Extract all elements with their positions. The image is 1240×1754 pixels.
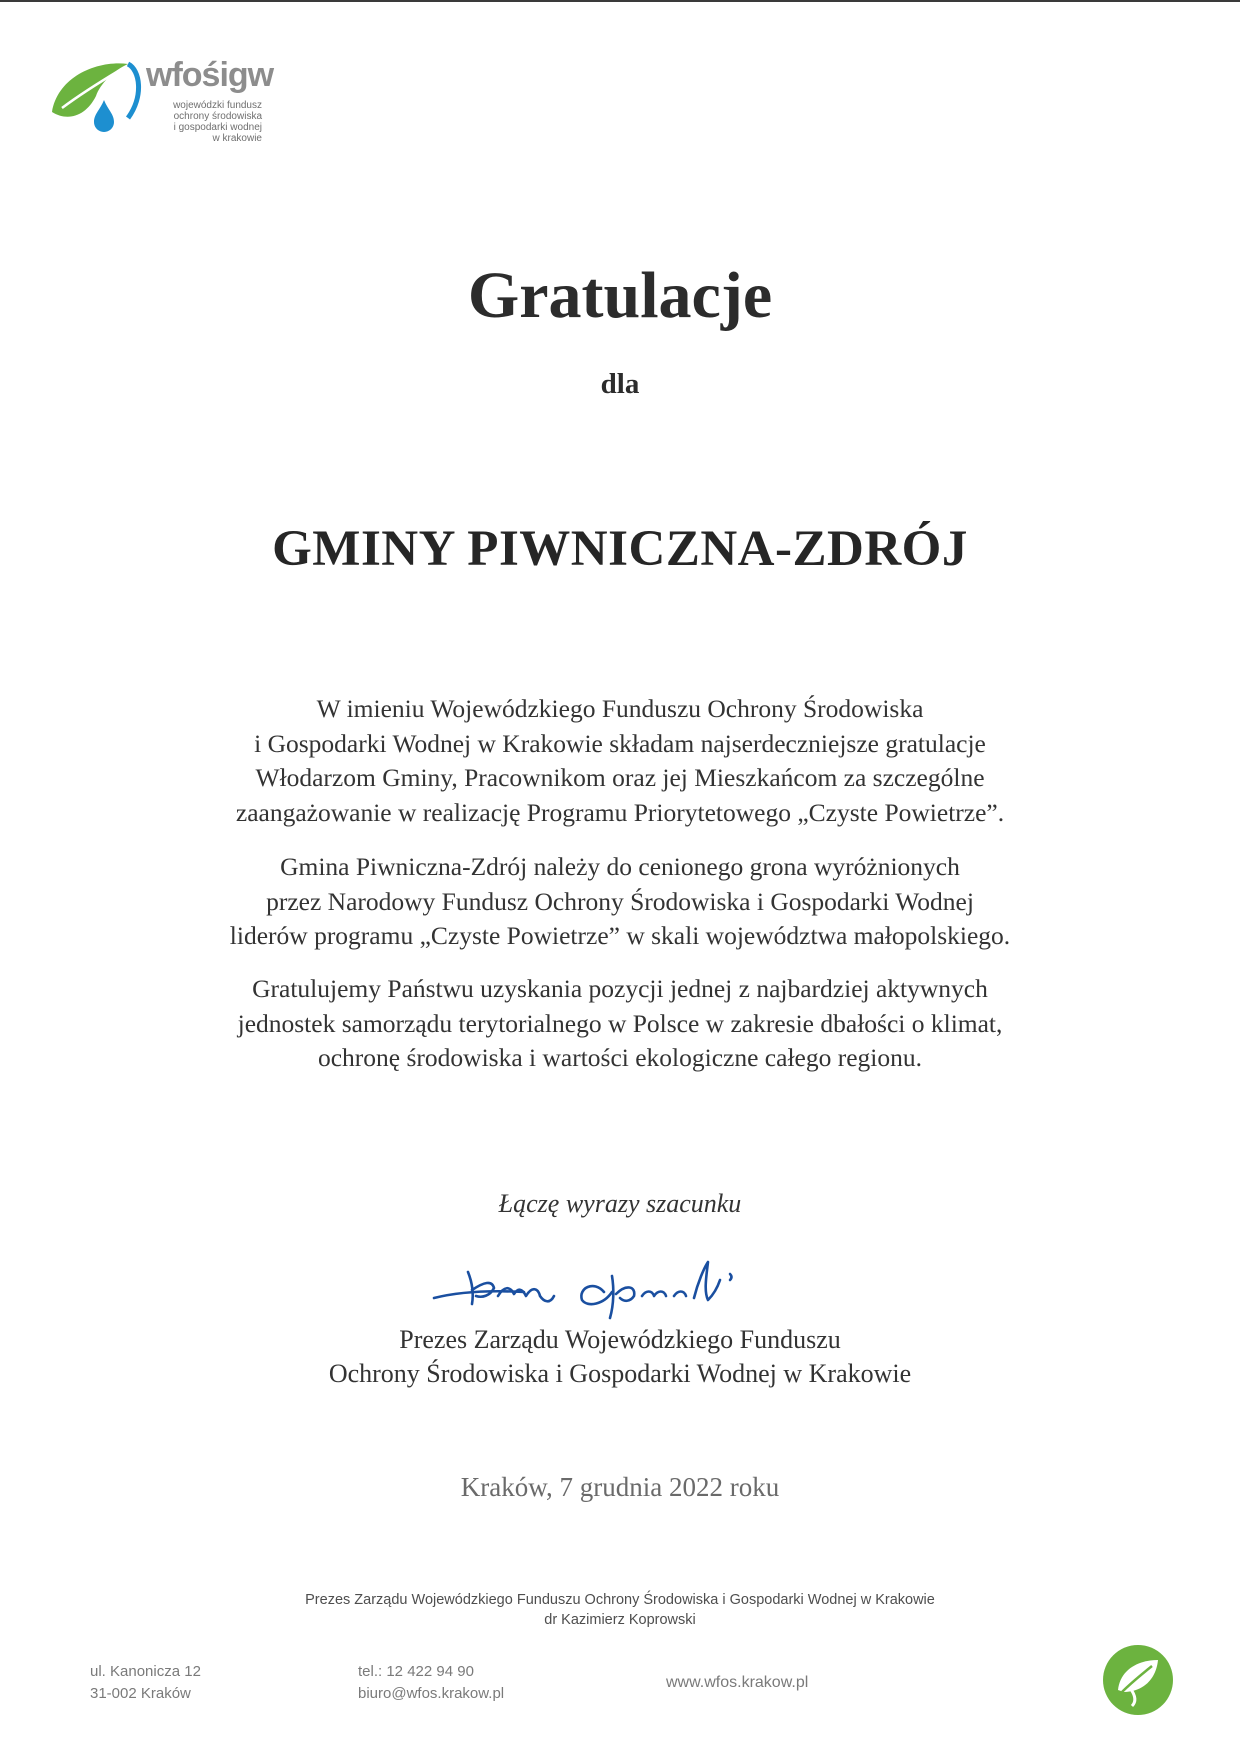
address-line: 31-002 Kraków	[90, 1685, 191, 1702]
paragraph-line: liderów programu „Czyste Powietrze” w skali województwa małopolskiego.	[229, 921, 1011, 950]
handwritten-signature	[428, 1252, 788, 1324]
logo-subtitle-line: i gospodarki wodnej	[173, 122, 262, 133]
footer-email[interactable]: biuro@wfos.krakow.pl	[358, 1685, 505, 1702]
signatory-line: Ochrony Środowiska i Gospodarki Wodnej w Krakowie	[328, 1359, 912, 1388]
paragraph-line: Włodarzom Gminy, Pracownikom oraz jej Mieszkańcom za szczególne	[255, 763, 985, 792]
logo-wordmark: wfośigw	[146, 56, 274, 94]
logo-subtitle-line: w krakowie	[212, 133, 262, 144]
logo-subtitle-line: ochrony środowiska	[173, 111, 262, 122]
body-paragraph-3	[150, 972, 1090, 1076]
closing-phrase: Łączę wyrazy szacunku	[498, 1189, 742, 1218]
place-and-date: Kraków, 7 grudnia 2022 roku	[460, 1472, 780, 1502]
paragraph-line: i Gospodarki Wodnej w Krakowie składam najserdeczniejsze gratulacje	[254, 728, 986, 758]
document-title: Gratulacje	[467, 259, 773, 332]
footer-website-link[interactable]: www.wfos.krakow.pl	[666, 1674, 809, 1691]
paragraph-line: Gratulujemy Państwu uzyskania pozycji jednej z najbardziej aktywnych	[252, 974, 988, 1003]
body-paragraph-2	[150, 850, 1090, 954]
recipient-name: GMINY PIWNICZNA-ZDRÓJ	[272, 521, 968, 577]
signatory-line: Prezes Zarządu Wojewódzkiego Funduszu	[399, 1325, 841, 1354]
footer-phone: tel.: 12 422 94 90	[358, 1663, 474, 1680]
paragraph-line: przez Narodowy Fundusz Ochrony Środowiska i Gospodarki Wodnej	[266, 886, 974, 916]
paragraph-line: zaangażowanie w realizację Programu Priorytetowego „Czyste Powietrze”.	[235, 797, 1005, 827]
footer-address	[90, 1661, 201, 1705]
paragraph-line: jednostek samorządu terytorialnego w Polsce w zakresie dbałości o klimat,	[237, 1008, 1003, 1038]
document-subtitle: dla	[600, 368, 640, 400]
leaf-circle-icon	[1102, 1644, 1174, 1716]
signatory-title	[0, 1323, 1240, 1391]
paragraph-line: Gmina Piwniczna-Zdrój należy do cenionego grona wyróżnionych	[280, 852, 960, 881]
body-paragraph-1	[150, 692, 1090, 830]
paragraph-line: ochronę środowiska i wartości ekologiczne całego regionu.	[317, 1043, 922, 1072]
logo-subtitle	[150, 100, 262, 144]
footer-note	[0, 1590, 1240, 1630]
top-scan-edge	[0, 0, 1240, 2]
footer-note-line: Prezes Zarządu Wojewódzkiego Funduszu Ochrony Środowiska i Gospodarki Wodnej w Krakowie	[305, 1592, 935, 1608]
footer-contact	[358, 1661, 504, 1705]
footer-note-line: dr Kazimierz Koprowski	[544, 1612, 696, 1628]
paragraph-line: W imieniu Wojewódzkiego Funduszu Ochrony Środowiska	[316, 694, 924, 723]
address-line: ul. Kanonicza 12	[90, 1663, 201, 1680]
logo-subtitle-line: wojewódzki fundusz	[173, 100, 262, 111]
